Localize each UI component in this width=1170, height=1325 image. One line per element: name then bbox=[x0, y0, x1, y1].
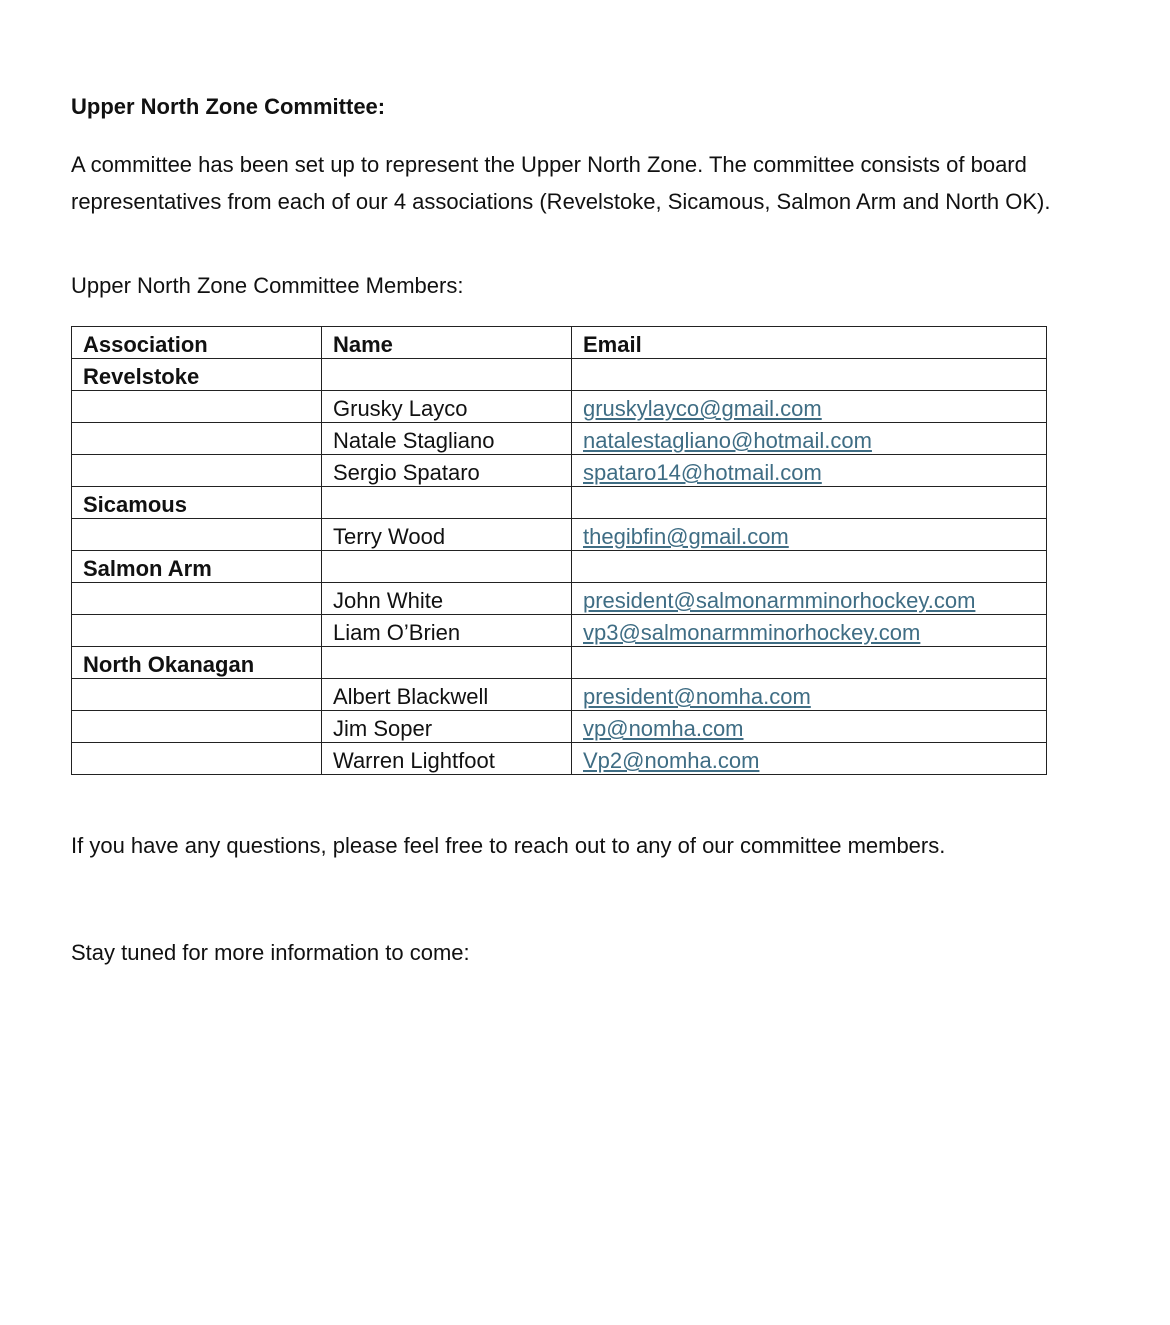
email-cell bbox=[572, 391, 1047, 423]
member-name-cell bbox=[322, 551, 572, 583]
email-cell bbox=[572, 359, 1047, 391]
closing-paragraph: If you have any questions, please feel free to reach out to any of our committee members. bbox=[71, 833, 946, 858]
association-cell bbox=[72, 679, 322, 711]
table-row bbox=[72, 391, 1047, 423]
member-name-cell: Jim Soper bbox=[322, 711, 572, 743]
member-name-cell: Terry Wood bbox=[322, 519, 572, 551]
association-cell bbox=[72, 423, 322, 455]
email-cell bbox=[572, 711, 1047, 743]
member-name-cell: Grusky Layco bbox=[322, 391, 572, 423]
email-link[interactable]: president@salmonarmminorhockey.com bbox=[583, 588, 976, 613]
table-row bbox=[72, 583, 1047, 615]
member-name-cell: John White bbox=[322, 583, 572, 615]
member-name-cell: Liam O’Brien bbox=[322, 615, 572, 647]
table-row bbox=[72, 647, 1047, 679]
association-cell: North Okanagan bbox=[72, 647, 322, 679]
committee-table-body bbox=[72, 359, 1047, 775]
table-row bbox=[72, 551, 1047, 583]
email-cell bbox=[572, 743, 1047, 775]
email-cell bbox=[572, 519, 1047, 551]
intro-paragraph: A committee has been set up to represent the Upper North Zone. The committee consists of board representatives from each of our 4 associations (Revelstoke, Sicamous, Salmon Arm and North OK). bbox=[71, 152, 1051, 214]
email-link[interactable]: gruskylayco@gmail.com bbox=[583, 396, 822, 421]
member-name-cell: Natale Stagliano bbox=[322, 423, 572, 455]
email-cell bbox=[572, 583, 1047, 615]
association-cell: Sicamous bbox=[72, 487, 322, 519]
table-row bbox=[72, 423, 1047, 455]
member-name-cell: Albert Blackwell bbox=[322, 679, 572, 711]
header-association: Association bbox=[72, 327, 322, 359]
table-row bbox=[72, 679, 1047, 711]
members-label: Upper North Zone Committee Members: bbox=[71, 273, 464, 298]
header-name: Name bbox=[322, 327, 572, 359]
email-link[interactable]: thegibfin@gmail.com bbox=[583, 524, 789, 549]
header-email: Email bbox=[572, 327, 1047, 359]
association-cell bbox=[72, 583, 322, 615]
table-row bbox=[72, 359, 1047, 391]
member-name-cell: Sergio Spataro bbox=[322, 455, 572, 487]
email-link[interactable]: natalestagliano@hotmail.com bbox=[583, 428, 872, 453]
association-cell bbox=[72, 743, 322, 775]
association-cell bbox=[72, 615, 322, 647]
email-cell bbox=[572, 615, 1047, 647]
table-row bbox=[72, 487, 1047, 519]
association-cell bbox=[72, 711, 322, 743]
email-link[interactable]: vp3@salmonarmminorhockey.com bbox=[583, 620, 921, 645]
table-header-row bbox=[72, 327, 1047, 359]
table-row bbox=[72, 519, 1047, 551]
email-cell bbox=[572, 455, 1047, 487]
email-cell bbox=[572, 647, 1047, 679]
table-row bbox=[72, 455, 1047, 487]
association-cell bbox=[72, 519, 322, 551]
association-cell bbox=[72, 455, 322, 487]
email-cell bbox=[572, 423, 1047, 455]
table-row bbox=[72, 711, 1047, 743]
member-name-cell: Warren Lightfoot bbox=[322, 743, 572, 775]
email-link[interactable]: spataro14@hotmail.com bbox=[583, 460, 822, 485]
email-link[interactable]: Vp2@nomha.com bbox=[583, 748, 760, 773]
email-link[interactable]: vp@nomha.com bbox=[583, 716, 744, 741]
section-heading: Upper North Zone Committee: bbox=[71, 94, 386, 119]
member-name-cell bbox=[322, 359, 572, 391]
member-name-cell bbox=[322, 487, 572, 519]
email-cell bbox=[572, 679, 1047, 711]
committee-table bbox=[71, 326, 1047, 775]
stay-tuned-text: Stay tuned for more information to come: bbox=[71, 940, 470, 965]
association-cell: Salmon Arm bbox=[72, 551, 322, 583]
member-name-cell bbox=[322, 647, 572, 679]
association-cell bbox=[72, 391, 322, 423]
association-cell: Revelstoke bbox=[72, 359, 322, 391]
email-cell bbox=[572, 551, 1047, 583]
email-cell bbox=[572, 487, 1047, 519]
table-row bbox=[72, 743, 1047, 775]
email-link[interactable]: president@nomha.com bbox=[583, 684, 811, 709]
table-row bbox=[72, 615, 1047, 647]
